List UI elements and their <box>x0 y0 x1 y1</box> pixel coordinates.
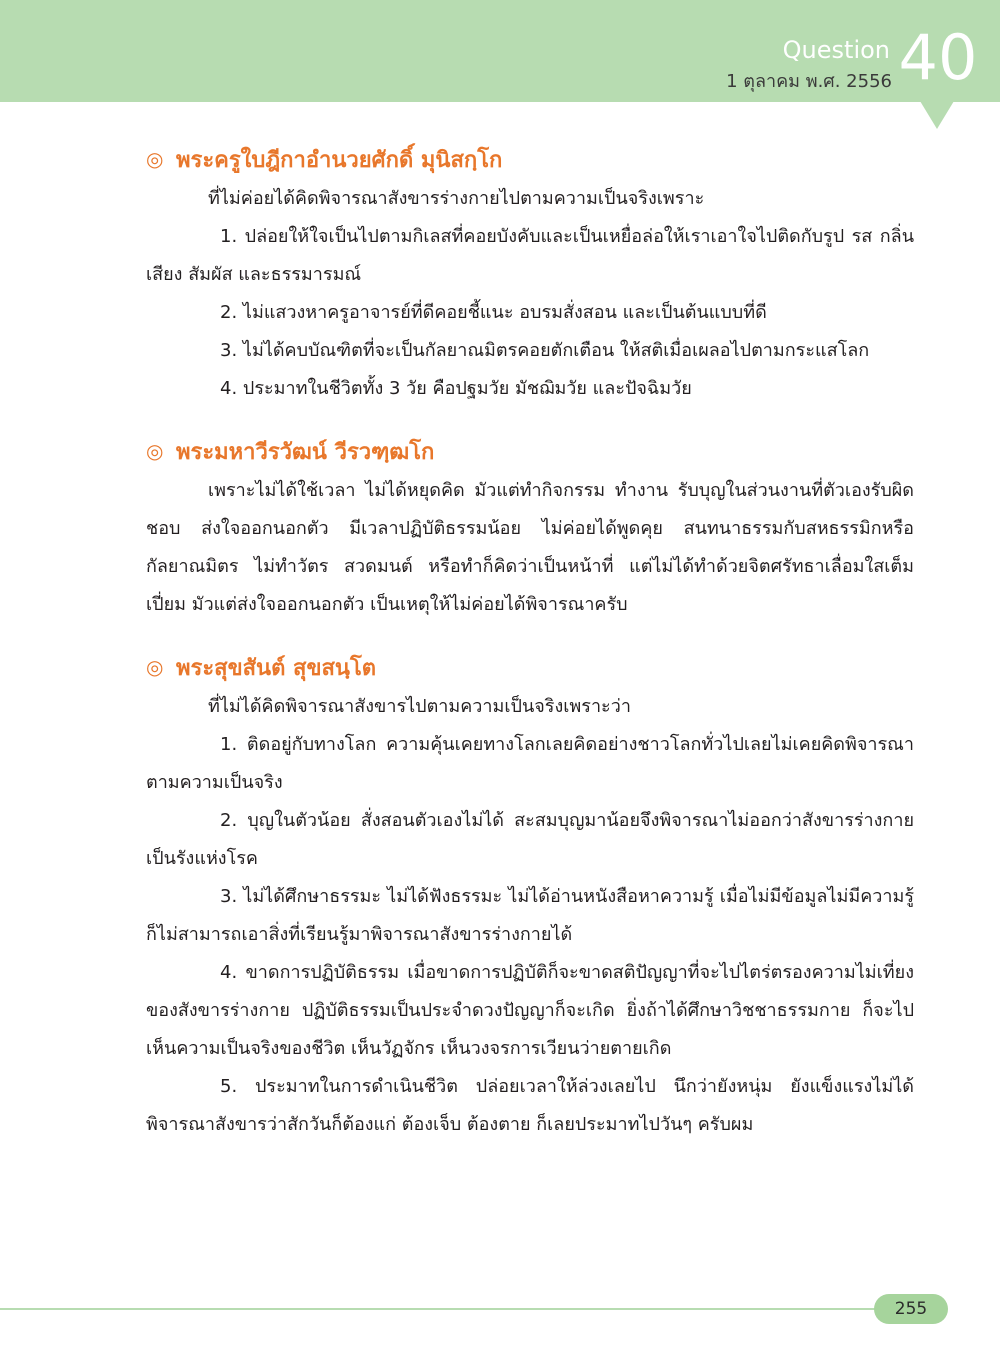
page-content <box>146 138 914 1166</box>
section-heading <box>146 646 914 688</box>
list-item: 3. ไม่ได้คบบัณฑิตที่จะเป็นกัลยาณมิตรคอยตักเตือน ให้สติเมื่อเผลอไปตามกระแสโลก <box>220 340 870 361</box>
list-item: 4. ขาดการปฏิบัติธรรม เมื่อขาดการปฏิบัติก็จะขาดสติปัญญาที่จะไปไตร่ตรองความไม่เที่ยงของสังขารร่างกาย ปฏิบัติธรรมเป็นประจำดวงปัญญาก็จะเกิด ยิ่งถ้าได้ศึกษาวิชชาธรรมกาย ก็จะไปเห็นความเป็นจริงของชีวิต เห็นวัฏจักร เห็นวงจรการเวียนว่ายตายเกิด <box>146 962 914 1059</box>
question-label: Question <box>782 36 890 64</box>
monk-name: พระครูใบฎีกาอำนวยศักดิ์ มุนิสกฺโก <box>176 147 503 173</box>
bullet-icon: ◎ <box>146 147 164 171</box>
section-heading <box>146 430 914 472</box>
header-pointer <box>920 101 954 129</box>
list-item: 2. ไม่แสวงหาครูอาจารย์ที่ดีคอยชี้แนะ อบรมสั่งสอน และเป็นต้นแบบที่ดี <box>220 302 767 323</box>
monk-name: พระมหาวีรวัฒน์ วีรวฑฺฒโก <box>176 439 435 465</box>
question-date: 1 ตุลาคม พ.ศ. 2556 <box>726 71 892 92</box>
list-item: 1. ติดอยู่กับทางโลก ความคุ้นเคยทางโลกเลยคิดอย่างชาวโลกทั่วไปเลยไม่เคยคิดพิจารณาตามความเป็นจริง <box>146 734 914 793</box>
section-intro: ที่ไม่ค่อยได้คิดพิจารณาสังขารร่างกายไปตามความเป็นจริงเพราะ <box>208 188 705 209</box>
list-item: 1. ปล่อยให้ใจเป็นไปตามกิเลสที่คอยบังคับและเป็นเหยื่อล่อให้เราเอาใจไปติดกับรูป รส กลิ่น เสียง สัมผัส และธรรมารมณ์ <box>146 226 914 285</box>
bullet-icon: ◎ <box>146 439 164 463</box>
question-number: 40 <box>898 21 978 94</box>
list-item: 2. บุญในตัวน้อย สั่งสอนตัวเองไม่ได้ สะสมบุญมาน้อยจึงพิจารณาไม่ออกว่าสังขารร่างกายเป็นรังแห่งโรค <box>146 810 914 869</box>
section-intro: ที่ไม่ได้คิดพิจารณาสังขารไปตามความเป็นจริงเพราะว่า <box>208 696 631 717</box>
bullet-icon: ◎ <box>146 655 164 679</box>
list-item: 5. ประมาทในการดำเนินชีวิต ปล่อยเวลาให้ล่วงเลยไป นึกว่ายังหนุ่ม ยังแข็งแรงไม่ได้พิจารณาสังขารว่าสักวันก็ต้องแก่ ต้องเจ็บ ต้องตาย ก็เลยประมาทไปวันๆ ครับผม <box>146 1076 914 1135</box>
answer-section <box>146 646 914 1144</box>
monk-name: พระสุขสันต์ สุขสนฺโต <box>176 655 377 681</box>
answer-section <box>146 430 914 624</box>
list-item: 4. ประมาทในชีวิตทั้ง 3 วัย คือปฐมวัย มัชฌิมวัย และปัจฉิมวัย <box>220 378 692 399</box>
section-heading <box>146 138 914 180</box>
list-item: 3. ไม่ได้ศึกษาธรรมะ ไม่ได้ฟังธรรมะ ไม่ได้อ่านหนังสือหาความรู้ เมื่อไม่มีข้อมูลไม่มีความรู้ก็ไม่สามารถเอาสิ่งที่เรียนรู้มาพิจารณาสังขารร่างกายได้ <box>146 886 914 945</box>
page-number: 255 <box>874 1294 948 1324</box>
section-paragraph: เพราะไม่ได้ใช้เวลา ไม่ได้หยุดคิด มัวแต่ทำกิจกรรม ทำงาน รับบุญในส่วนงานที่ตัวเองรับผิดชอบ ส่งใจออกนอกตัว มีเวลาปฏิบัติธรรมน้อย ไม่ค่อยได้พูดคุย สนทนาธรรมกับสหธรรมิกหรือกัลยาณมิตร ไม่ทำวัตร สวดมนต์ หรือทำก็คิดว่าเป็นหน้าที่ แต่ไม่ได้ทำด้วยจิตศรัทธาเลื่อมใสเต็มเปี่ยม มัวแต่ส่งใจออกนอกตัว เป็นเหตุให้ไม่ค่อยได้พิจารณาครับ <box>146 480 914 615</box>
answer-section <box>146 138 914 408</box>
footer-divider <box>0 1308 880 1310</box>
